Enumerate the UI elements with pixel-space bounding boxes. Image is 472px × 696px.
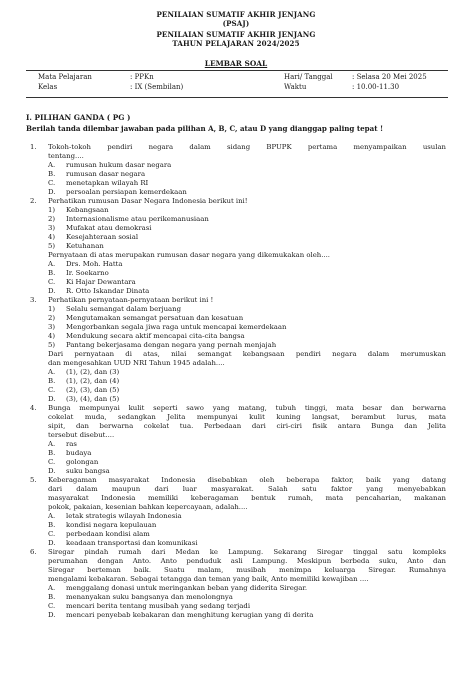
statement-number: 3) [48, 224, 56, 232]
option-text: (1), (2), dan (3) [66, 368, 120, 376]
option-key: A. [48, 584, 56, 592]
statement-text: Kesejahteraan sosial [66, 233, 139, 241]
section-title: I. PILIHAN GANDA ( PG ) [26, 113, 131, 122]
question-text: mengalami kebakaran. Sebagai tetangga dan teman yang baik, Anto memiliki kewajiban .... [48, 575, 369, 583]
option-key: B. [48, 449, 56, 457]
exam-title: PENILAIAN SUMATIF AKHIR JENJANG [156, 10, 316, 19]
option-key: C. [48, 278, 56, 286]
divider-bottom [26, 97, 448, 98]
question-text: perumahan dengan Anto. Anto penduduk asli Lampung. Meskipun berbeda suku, Anto dan [48, 557, 446, 565]
option-text: (3), (4), dan (5) [66, 395, 120, 403]
question-text: Siregar berteman baik. Suatu malam, musibah menimpa keluarga Siregar. Rumahnya [48, 566, 446, 574]
section-instruction: Berilah tanda dilembar jawaban pada pilihan A, B, C, atau D yang dianggap paling tepat ! [26, 124, 384, 133]
option-key: A. [48, 368, 56, 376]
option-key: D. [48, 611, 56, 619]
question-text: cokelat muda, sedangkan Jelita mempunyai kulit kuning langsat, berambut lurus, mata [48, 413, 446, 421]
statement-text: Mengutamakan semangat persatuan dan kesatuan [66, 314, 244, 322]
exam-abbreviation: (PSAJ) [222, 19, 250, 28]
statement-text: Mengorbankan segala jiwa raga untuk mencapai kemerdekaan [66, 323, 287, 331]
question-text: pokok, pakaian, kesenian bahkan kepercayaan, adalah.... [48, 503, 248, 511]
option-key: B. [48, 269, 56, 277]
question-number: 6. [30, 548, 37, 556]
question-text: tersebut disebut.... [48, 431, 115, 439]
option-key: C. [48, 179, 56, 187]
option-key: B. [48, 377, 56, 385]
question-number: 4. [30, 404, 37, 412]
statement-number: 1) [48, 206, 56, 214]
divider-top [26, 70, 448, 71]
question-number: 3. [30, 296, 37, 304]
statement-text: Selalu semangat dalam berjuang [66, 305, 181, 313]
option-key: B. [48, 593, 56, 601]
option-key: C. [48, 602, 56, 610]
option-text: suku bangsa [66, 467, 110, 475]
question-number: 1. [30, 143, 37, 151]
date-value: : Selasa 20 Mei 2025 [352, 73, 427, 81]
statement-text: Ketuhanan [66, 242, 104, 250]
option-text: Drs. Moh. Hatta [66, 260, 123, 268]
option-key: D. [48, 467, 56, 475]
class-label: Kelas [38, 83, 58, 91]
exam-title-repeat: PENILAIAN SUMATIF AKHIR JENJANG [156, 30, 316, 39]
statement-text: Mufakat atau demokrasi [66, 224, 152, 232]
option-key: C. [48, 386, 56, 394]
statement-text: Pantang bekerjasama dengan negara yang pernah menjajah [66, 341, 277, 349]
statement-number: 4) [48, 233, 56, 241]
statement-number: 3) [48, 323, 56, 331]
statement-text: Kebangsaan [66, 206, 109, 214]
time-label: Waktu [284, 83, 307, 91]
option-text: Ir. Soekarno [66, 269, 109, 277]
question-text: Perhatikan rumusan Dasar Negara Indonesia berikut ini! [48, 197, 248, 205]
question-text: sipit, dan berwarna cokelat tua. Perbedaan dari ciri-ciri fisik antara Bunga dan Jelita [48, 422, 446, 430]
option-text: menggalang donasi untuk meringankan beban yang diderita Siregar. [66, 584, 308, 592]
option-text: rumusan dasar negara [66, 170, 146, 178]
subject-label: Mata Pelajaran [38, 73, 92, 81]
statement-number: 2) [48, 314, 56, 322]
option-text: menanyakan suku bangsanya dan menolongnya [66, 593, 233, 601]
date-label: Hari/ Tanggal [284, 73, 333, 81]
statement-number: 5) [48, 242, 56, 250]
option-key: D. [48, 395, 56, 403]
statement-text: Internasionalisme atau perikemanusiaan [66, 215, 209, 223]
question-number: 2. [30, 197, 37, 205]
statement-number: 4) [48, 332, 56, 340]
question-text: Keberagaman masyarakat Indonesia disebabkan oleh beberapa faktor, baik yang datang [48, 476, 446, 484]
question-text: dari dalam maupun dari luar masyarakat. Salah satu faktor yang menyebabkan [48, 485, 446, 493]
question-text: Perhatikan pernyataan-pernyataan berikut ini ! [48, 296, 214, 304]
option-key: D. [48, 287, 56, 295]
question-text: Bunga mempunyai kulit seperti sawo yang matang, tubuh tinggi, mata besar dan berwarna [48, 404, 446, 412]
option-text: letak strategis wilayah Indonesia [66, 512, 182, 520]
option-key: A. [48, 161, 56, 169]
option-key: C. [48, 458, 56, 466]
option-text: kondisi negara kepulauan [66, 521, 157, 529]
time-value: : 10.00-11.30 [352, 83, 400, 91]
option-text: keadaan transportasi dan komunikasi [66, 539, 198, 547]
question-text: masyarakat Indonesia memiliki keberagaman bentuk rumah, mata pencaharian, makanan [48, 494, 446, 502]
statement-number: 5) [48, 341, 56, 349]
question-stem: dan mengesahkan UUD NRI Tahun 1945 adalah.... [48, 359, 225, 367]
option-text: mencari penyebab kebakaran dan menghitung kerugian yang di derita [66, 611, 314, 619]
statement-number: 1) [48, 305, 56, 313]
option-text: rumusan hukum dasar negara [66, 161, 172, 169]
question-number: 5. [30, 476, 37, 484]
option-key: B. [48, 170, 56, 178]
question-stem: Dari pernyataan di atas, nilai semangat kebangsaan pendiri negara dalam merumuskan [48, 350, 446, 358]
option-text: perbedaan kondisi alam [66, 530, 150, 538]
option-key: C. [48, 530, 56, 538]
option-text: golongan [66, 458, 99, 466]
option-text: ras [66, 440, 77, 448]
statement-number: 2) [48, 215, 56, 223]
option-text: mencari berita tentang musibah yang sedang terjadi [66, 602, 251, 610]
option-key: D. [48, 188, 56, 196]
option-key: A. [48, 260, 56, 268]
academic-year: TAHUN PELAJARAN 2024/2025 [172, 39, 300, 48]
option-text: persoalan persiapan kemerdekaan [66, 188, 187, 196]
statement-text: Mendukung secara aktif mencapai cita-cita bangsa [66, 332, 245, 340]
option-text: R. Otto Iskandar Dinata [66, 287, 150, 295]
question-text: Siregar pindah rumah dari Medan ke Lampung. Sekarang Siregar tinggal satu kompleks [48, 548, 446, 556]
option-key: B. [48, 521, 56, 529]
class-value: : IX (Sembilan) [130, 83, 184, 91]
option-text: (1), (2), dan (4) [66, 377, 120, 385]
question-text: Tokoh-tokoh pendiri negara dalam sidang BPUPK pertama menyampaikan usulan [48, 143, 446, 151]
option-text: Ki Hajar Dewantara [66, 278, 136, 286]
option-text: budaya [66, 449, 92, 457]
option-key: D. [48, 539, 56, 547]
option-text: (2), (3), dan (5) [66, 386, 120, 394]
question-text: tentang.... [48, 152, 84, 160]
option-key: A. [48, 440, 56, 448]
option-key: A. [48, 512, 56, 520]
option-text: menetapkan wilayah RI [66, 179, 149, 187]
sheet-title: LEMBAR SOAL [204, 59, 268, 68]
subject-value: : PPKn [130, 73, 154, 81]
question-stem: Pernyataan di atas merupakan rumusan dasar negara yang dikemukakan oleh.... [48, 251, 330, 259]
